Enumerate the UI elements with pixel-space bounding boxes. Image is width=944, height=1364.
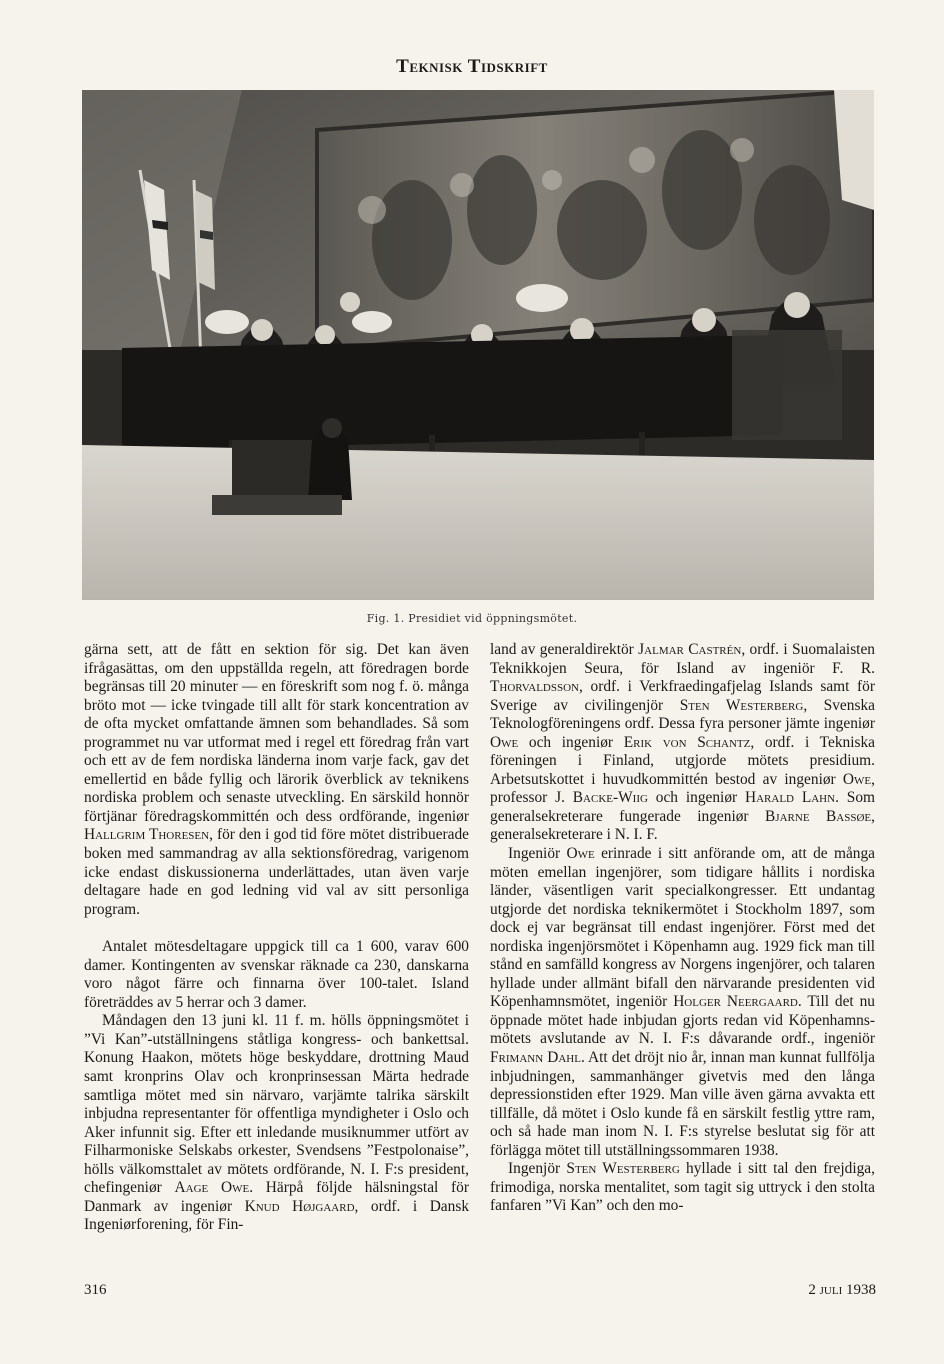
person-name: Holger Neergaard — [673, 993, 798, 1011]
page-number: 316 — [84, 1282, 107, 1298]
issue-date: 2 juli 1938 — [808, 1282, 876, 1298]
text-run: Antalet mötesdeltagare uppgick till ca 1 600, varav 600 damer. Kontingenten av svenskar räknade ca 230, danskarna voro något färre och finnarna över 100-talet. Island företräddes av 5 herrar och 3 damer. — [84, 938, 469, 1011]
text-run: , ordf. i Suomalaisten Teknikkojen Seura, för Island av ingeniör F. R. — [490, 641, 875, 677]
person-name: Jalmar Castrén — [638, 641, 742, 658]
text-run: och ingeniør — [647, 789, 745, 807]
person-name: Owe — [842, 770, 872, 788]
person-name: Owe — [566, 845, 595, 863]
text-run: , professor J. — [490, 770, 875, 807]
journal-title: Teknisk Tidskrift — [396, 56, 548, 77]
text-run: Måndagen den 13 juni kl. 11 f. m. hölls öppningsmötet i ”Vi Kan”-utställningens ståtliga kongress- och bankettsal. Konung Haakon, mötets höge beskyddare, drottning Maud samt kronprins Olav och kronprinsessan Märta hedrade samtliga mötet med sin närvaro, varjämte talrika särskilt inbjudna representanter för offentliga myndigheter i Oslo och Aker infunnit sig. Efter ett inledande musiknummer utfört av Filharmoniske Selskabs orkester, Svendsens ”Festpolonaise”, hölls välkomsttalet av mötets ordförande, N. I. F:s president, chefingeniør — [84, 1012, 469, 1197]
paragraph — [490, 641, 875, 845]
text-run: . Till det nu öppnade mötet hade inbjudan gjorts redan vid Köpenhamns-mötets avslutande av N. I. F:s dåvarande ordf., ingeniör — [490, 993, 875, 1048]
text-run: . Härpå följde hälsningstal för Danmark av ingeniør — [84, 1179, 469, 1215]
person-name: Frimann Dahl — [490, 1049, 581, 1067]
text-run: gärna sett, att de fått en sektion för sig. Det kan även ifrågasättas, om den uppställda regeln, att föredragen borde begränsas till 20 minuter — en föreskrift som nog f. ö. många bröto mot — icke tvingade till allt för stark koncentration av de ofta mycket omfattande ämnen som behandlades. Så som programmet nu var utformat med i regel ett föredrag från vart och ett av de fem nordiska länderna inom varje fack, gav det emellertid en både fyllig och lärorik överblick av teknikens nordiska problem och senaste utveckling. En särskild honnör förtjänar föredragskommittén och dess ordförande, ingeniør — [84, 641, 469, 825]
text-run: , Svenska Teknologföreningens ordf. Dessa fyra personer jämte ingeniør — [490, 696, 875, 733]
text-run: , ordf. i Dansk Ingeniørforening, för Fin- — [84, 1197, 470, 1234]
text-run: Ingenjör — [508, 1160, 567, 1178]
person-name: Erik von Schantz — [623, 733, 751, 751]
text-run: erinrade i sitt anförande om, att de många möten emellan ingenjörer, som tidigare hållits i nordiska länder, väsentligen varit specialkongresser. Ett undantag utgjorde det nordiska teknikermötet i Stockholm 1897, som dock ej var begränsat till endast ingenjörer. Först med det nordiska ingenjörsmötet i Köpenhamn aug. 1929 fick man till stånd en samfälld kongress av Norgens ingenjörer, och talaren hyllade under allmänt bifall den närvarande presidenten vid Köpenhamnsmötet, ingeniör — [490, 845, 875, 1011]
person-name: Bjarne Bassøe — [765, 807, 872, 825]
paragraph — [490, 1160, 875, 1216]
right-column — [490, 641, 875, 1216]
text-run: , för den i god tid före mötet distribuerade boken med sammandrag av alla sektionsföredrag, varigenom icke endast diskussionerna underlättades, utan även varje deltagare hade en god ledning vid val av sitt personliga program. — [84, 826, 470, 918]
person-name: Sten Westerberg — [679, 696, 804, 714]
text-run: . Att det dröjt nio år, innan man kunnat fullfölja inbjudningen, sammanhänger givetvis med den långa depressionstiden efter 1929. Man ville även gärna avvakta ett tillfälle, då mötet i Oslo kunde få en särskilt festlig yttre ram, och så hade man inom N. I. F:s styrelse beslutat sig för att förlägga mötet till utställningssommaren 1938. — [490, 1049, 875, 1159]
person-name: Backe-Wiig — [572, 789, 648, 807]
text-run: och ingeniør — [518, 733, 624, 751]
paragraph — [84, 1012, 469, 1235]
figure-photo — [82, 90, 874, 600]
text-run: , generalsekreterare i N. I. F. — [490, 807, 875, 844]
left-column — [84, 641, 469, 1235]
text-run: Ingeniör — [508, 845, 567, 863]
text-run: , ordf. i Tekniska föreningen i Finland, utgjorde mötets presidium. Arbetsutskottet i huvudkommittén bestod av ingeniør — [490, 733, 875, 788]
person-name: Hallgrim Thoresen — [84, 826, 210, 844]
figure-caption: Fig. 1. Presidiet vid öppningsmötet. — [366, 612, 578, 625]
paragraph — [490, 845, 875, 1160]
paragraph — [84, 938, 469, 1012]
text-run: hyllade i sitt tal den frejdiga, frimodiga, norska mentalitet, som tagit sig uttryck i den stolta fanfaren ”Vi Kan” och den mo- — [490, 1160, 875, 1215]
text-run: . Som generalsekreterare fungerade ingeniør — [490, 789, 875, 825]
text-run: land av generaldirektör — [490, 641, 639, 658]
person-name: Aage Owe — [174, 1179, 250, 1197]
person-name: Sten Westerberg — [566, 1160, 680, 1178]
person-name: Thorvaldsson — [490, 678, 580, 696]
person-name: Harald Lahn — [744, 789, 836, 807]
presidium-photo — [82, 90, 874, 600]
paragraph — [84, 641, 469, 919]
person-name: Knud Højgaard — [244, 1197, 355, 1215]
text-run: , ordf. i Verkfraedingafjelag Islands samt för Sverige av civilingenjör — [490, 678, 875, 714]
person-name: Owe — [490, 733, 519, 751]
